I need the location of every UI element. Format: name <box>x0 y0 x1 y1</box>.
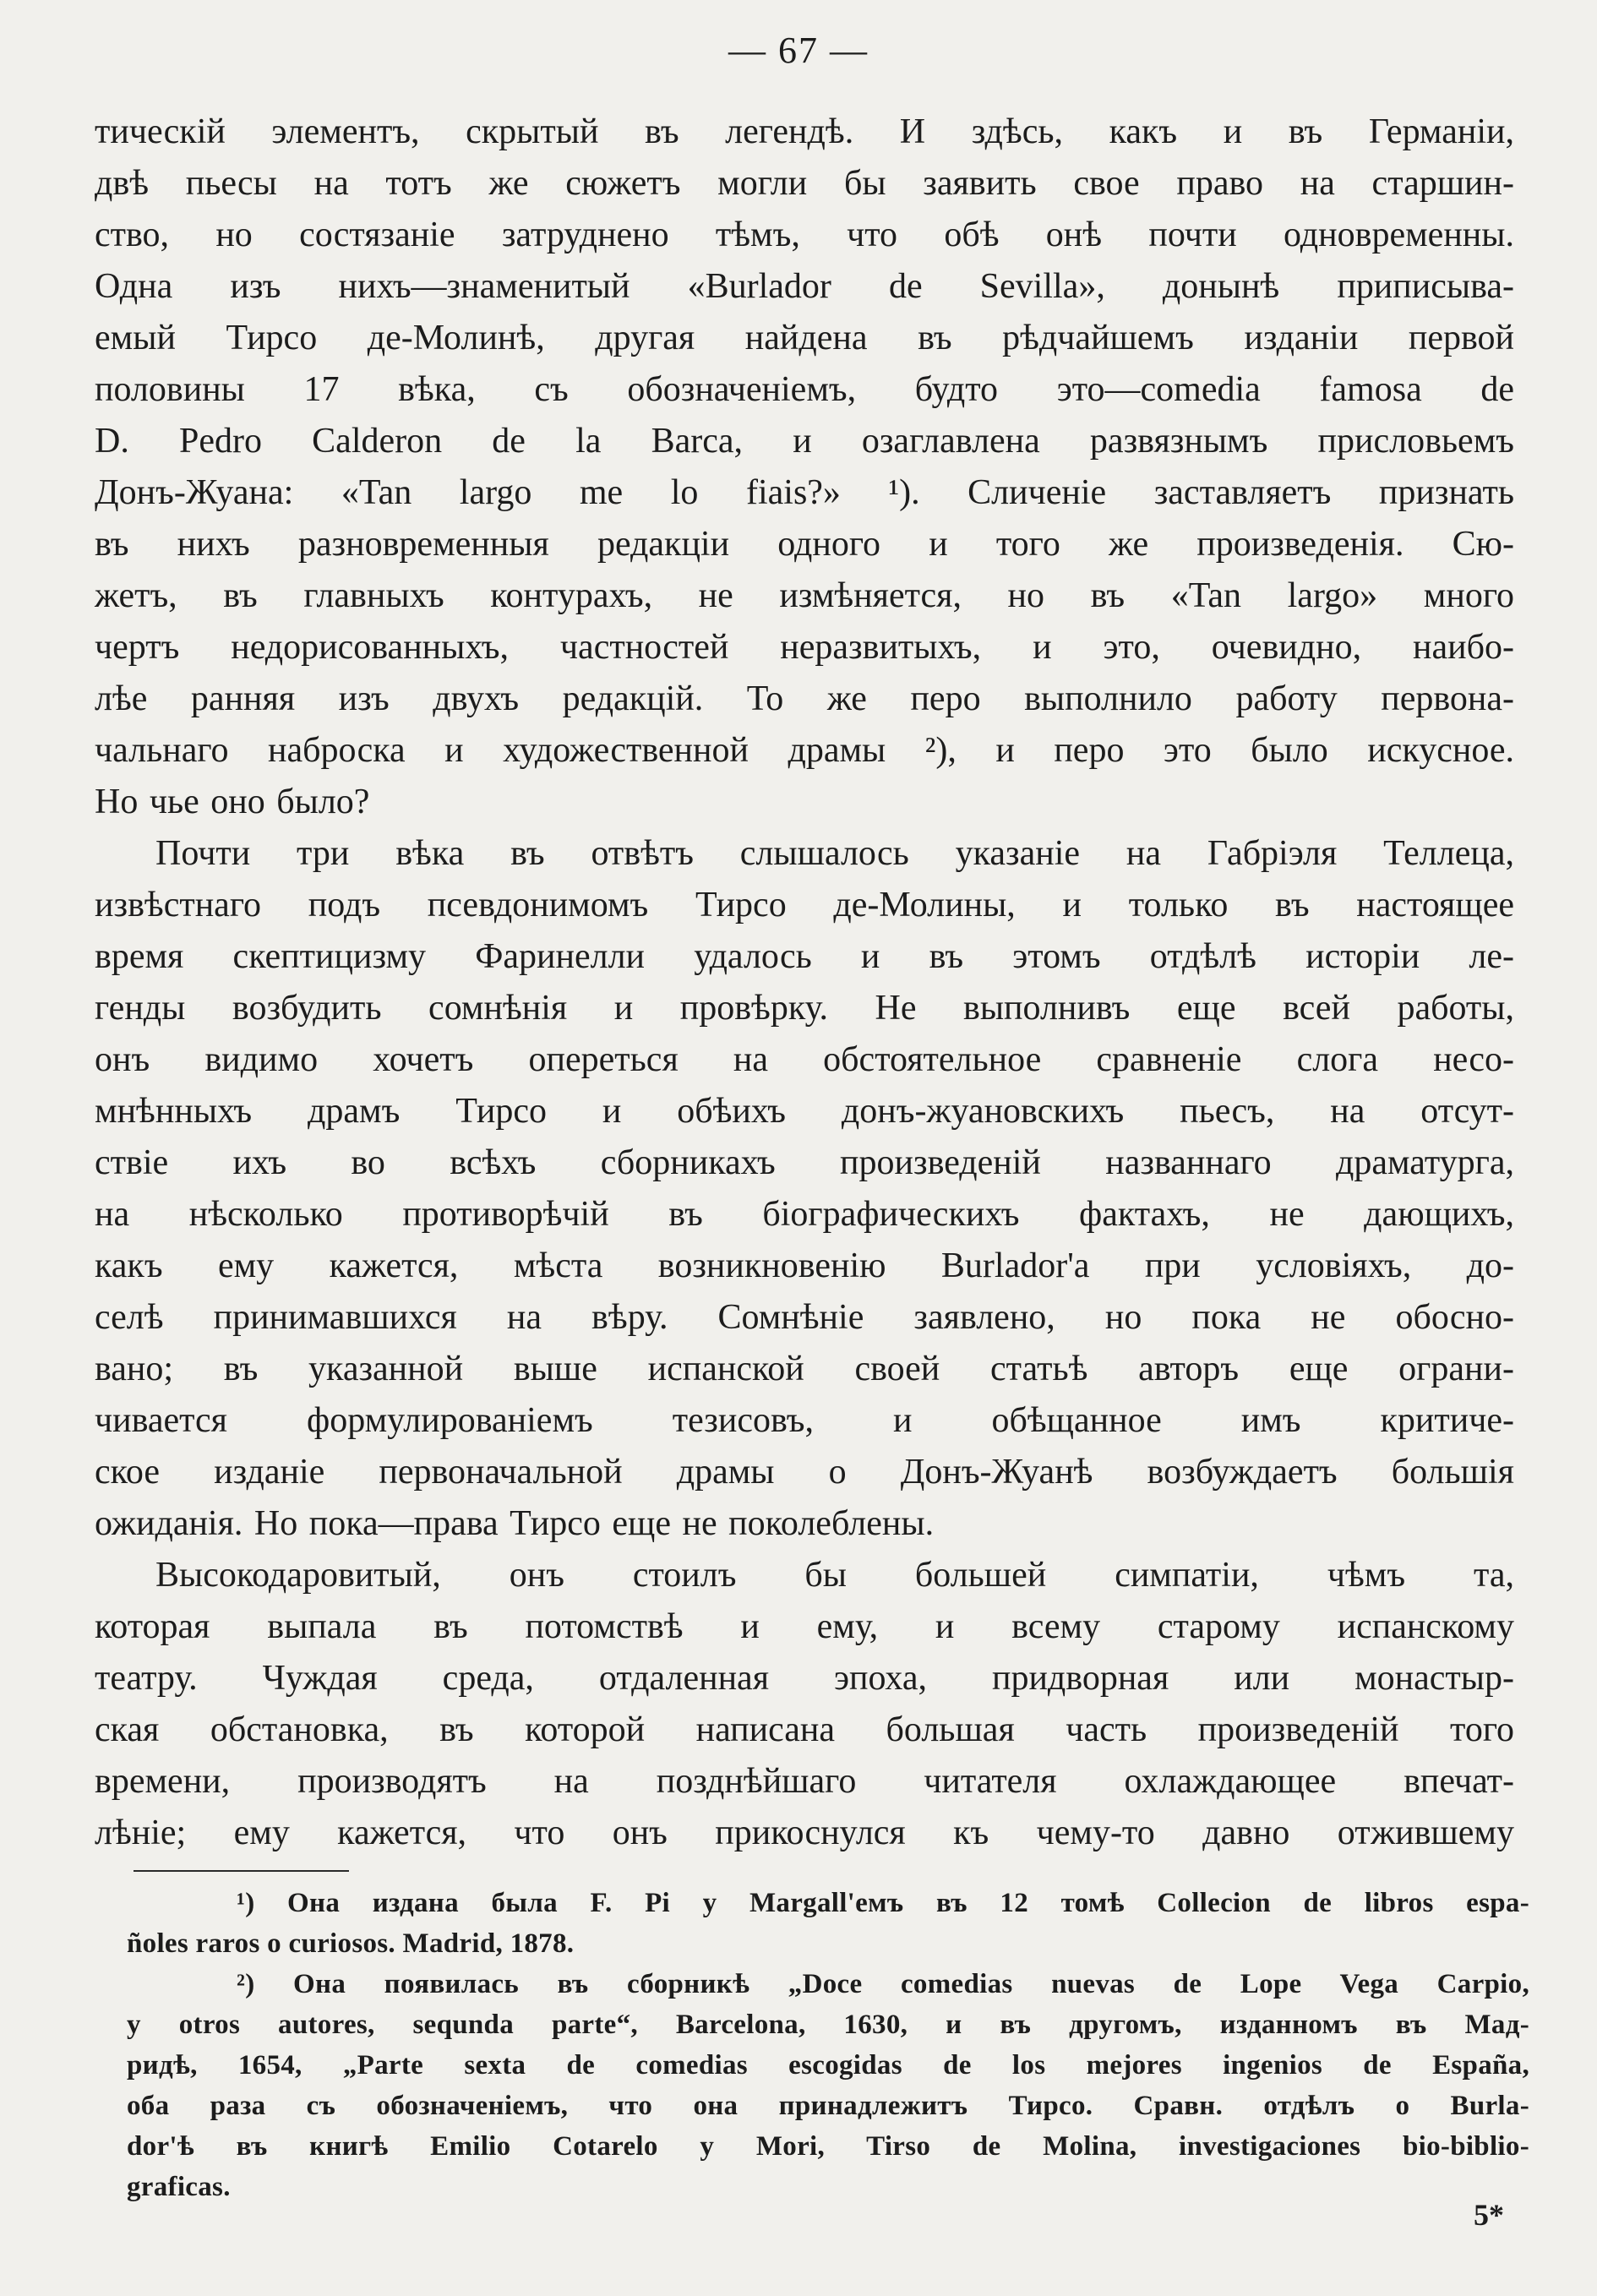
text-line: чивается формулированіемъ тезисовъ, и обѣщанное имъ критиче- <box>95 1401 1514 1440</box>
footnote-line: ридѣ, 1654, „Parte sexta de comedias escogidas de los mejores ingenios de España, <box>127 2050 1529 2081</box>
text-line: въ нихъ разновременныя редакціи одного и того же произведенія. Сю- <box>95 525 1514 564</box>
text-line: какъ ему кажется, мѣста возникновенію Burlador'а при условіяхъ, до- <box>95 1246 1514 1285</box>
footnote-divider <box>134 1870 349 1872</box>
footnote-line: y otros autores, sequnda parte“, Barcelona, 1630, и въ другомъ, изданномъ въ Мад- <box>127 2010 1529 2040</box>
footnote-line: ²) Она появилась въ сборникѣ „Doce comedias nuevas de Lope Vega Carpio, <box>237 1969 1529 1999</box>
text-line: вано; въ указанной выше испанской своей статьѣ авторъ еще ограни- <box>95 1350 1514 1388</box>
text-line: ское изданіе первоначальной драмы о Донъ-Жуанѣ возбуждаетъ большія <box>95 1453 1514 1492</box>
paragraph-3 <box>95 1550 1514 1859</box>
footnote-line: ñoles raros o curiosos. Madrid, 1878. <box>127 1928 575 1959</box>
text-line: ствіе ихъ во всѣхъ сборникахъ произведеній названнаго драматурга, <box>95 1143 1514 1182</box>
text-line: мнѣнныхъ драмъ Тирсо и обѣихъ донъ-жуановскихъ пьесъ, на отсут- <box>95 1092 1514 1131</box>
text-line: ская обстановка, въ которой написана большая часть произведеній того <box>95 1710 1514 1749</box>
text-line: на нѣсколько противорѣчій въ біографическихъ фактахъ, не дающихъ, <box>95 1195 1514 1234</box>
text-line: Одна изъ нихъ—знаменитый «Burlador de Sevilla», донынѣ приписыва- <box>95 267 1514 306</box>
text-line: театру. Чуждая среда, отдаленная эпоха, придворная или монастыр- <box>95 1659 1514 1698</box>
paragraph-2 <box>95 828 1514 1550</box>
text-line: чальнаго наброска и художественной драмы ²), и перо это было искусное. <box>95 731 1514 770</box>
text-line: Высокодаровитый, онъ стоилъ бы большей симпатіи, чѣмъ та, <box>155 1556 1514 1595</box>
text-line: чертъ недорисованныхъ, частностей неразвитыхъ, и это, очевидно, наибо- <box>95 628 1514 667</box>
text-line: емый Тирсо де-Молинѣ, другая найдена въ рѣдчайшемъ изданіи первой <box>95 319 1514 357</box>
text-line: Но чье оно было? <box>95 783 370 821</box>
text-line: D. Pedro Calderon de la Barca, и озаглавлена развязнымъ присловьемъ <box>95 422 1514 461</box>
footnote-line: оба раза съ обозначеніемъ, что она принадлежитъ Тирсо. Сравн. отдѣлъ о Burla- <box>127 2091 1529 2121</box>
footnotes <box>127 1883 1529 2207</box>
text-line: времени, производятъ на позднѣйшаго читателя охлаждающее впечат- <box>95 1762 1514 1801</box>
text-line: время скептицизму Фаринелли удалось и въ этомъ отдѣлѣ исторіи ле- <box>95 937 1514 976</box>
footnote-line: dor'ѣ въ книгѣ Emilio Cotarelo y Mori, Tirso de Molina, investigaciones bio-biblio- <box>127 2131 1529 2162</box>
footnote-line: graficas. <box>127 2172 231 2202</box>
text-line: Почти три вѣка въ отвѣтъ слышалось указаніе на Габріэля Теллеца, <box>155 834 1514 873</box>
footnote-1 <box>127 1883 1529 1964</box>
footnote-line: ¹) Она издана была F. Pi y Margall'емъ въ 12 томѣ Collecion de libros espa- <box>237 1888 1529 1918</box>
text-line: генды возбудить сомнѣнія и провѣрку. Не выполнивъ еще всей работы, <box>95 989 1514 1028</box>
signature-mark: 5* <box>1474 2198 1504 2232</box>
text-line: двѣ пьесы на тотъ же сюжетъ могли бы заявить свое право на старшин- <box>95 164 1514 203</box>
page-number: — 67 — <box>728 30 869 71</box>
text-line: селѣ принимавшихся на вѣру. Сомнѣніе заявлено, но пока не обосно- <box>95 1298 1514 1337</box>
text-line: ожиданія. Но пока—права Тирсо еще не поколеблены. <box>95 1504 935 1543</box>
text-line: тическій элементъ, скрытый въ легендѣ. И здѣсь, какъ и въ Германіи, <box>95 112 1514 151</box>
paragraph-1 <box>95 106 1514 828</box>
text-line: онъ видимо хочетъ опереться на обстоятельное сравненіе слога несо- <box>95 1040 1514 1079</box>
footnote-2 <box>127 1964 1529 2207</box>
text-line: половины 17 вѣка, съ обозначеніемъ, будто это—comedia famosa de <box>95 370 1514 409</box>
main-text <box>95 106 1514 1859</box>
text-line: извѣстнаго подъ псевдонимомъ Тирсо де-Молины, и только въ настоящее <box>95 886 1514 924</box>
text-line: которая выпала въ потомствѣ и ему, и всему старому испанскому <box>95 1607 1514 1646</box>
text-line: ство, но состязаніе затруднено тѣмъ, что обѣ онѣ почти одновременны. <box>95 215 1514 254</box>
text-line: жетъ, въ главныхъ контурахъ, не измѣняется, но въ «Tan largo» много <box>95 576 1514 615</box>
text-line: лѣніе; ему кажется, что онъ прикоснулся къ чему-то давно отжившему <box>95 1813 1514 1852</box>
text-line: лѣе ранняя изъ двухъ редакцій. То же перо выполнило работу первона- <box>95 679 1514 718</box>
text-line: Донъ-Жуана: «Tan largo me lo fiais?» ¹). Сличеніе заставляетъ признать <box>95 473 1514 512</box>
